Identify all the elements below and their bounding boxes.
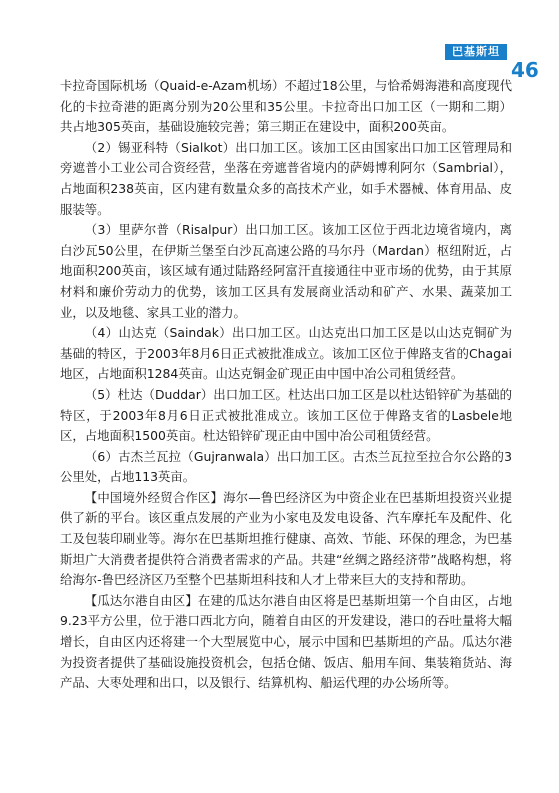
paragraph-karachi-continued: 卡拉奇国际机场（Quaid-e-Azam机场）不超过18公里，与恰希姆海港和高度现代化的卡拉奇港的距离分别为20公里和35公里。卡拉奇出口加工区（一期和二期）共占地305英亩，基础设施较完善；第三期正在建设中，面积200英亩。 [60, 78, 512, 135]
paragraph-risalpur: （3）里萨尔普（Risalpur）出口加工区。该加工区位于西北边境省境内，离白沙瓦50公里，在伊斯兰堡至白沙瓦高速公路的马尔丹（Mardan）枢纽附近，占地面积200英亩，该区域有通过陆路经阿富汗直接通往中亚市场的优势，由于其原材料和廉价劳动力的优势，该加工区具有发展商业活动和矿产、水果、蔬菜加工业，以及地毯、家具工业的潜力。 [60, 222, 512, 320]
paragraph-gujranwala: （6）古杰兰瓦拉（Gujranwala）出口加工区。古杰兰瓦拉至拉合尔公路的3公里处，占地113英亩。 [60, 448, 512, 485]
paragraph-gwadar-free-zone: 【瓜达尔港自由区】在建的瓜达尔港自由区将是巴基斯坦第一个自由区，占地9.23平方公里，位于港口西北方向，随着自由区的开发建设，港口的吞吐量将大幅增长，自由区内还将建一个大型展览中心，展示中国和巴基斯坦的产品。瓜达尔港为投资者提供了基础设施投资机会，包括仓储、饭店、船用车间、集装箱货站、海产品、大枣处理和出口，以及银行、结算机构、船运代理的办公场所等。 [60, 592, 512, 691]
paragraph-saindak: （4）山达克（Saindak）出口加工区。山达克出口加工区是以山达克铜矿为基础的特区，于2003年8月6日正式被批准成立。该加工区位于俾路支省的Chagai地区，占地面积1284英亩。山达克铜金矿现正由中国中冶公司租赁经营。 [60, 325, 512, 382]
page-number: 46 [511, 58, 539, 82]
body-text [60, 76, 512, 694]
country-section-tab: 巴基斯坦 [445, 44, 507, 60]
paragraph-sialkot: （2）锡亚科特（Sialkot）出口加工区。该加工区由国家出口加工区管理局和旁遮普小工业公司合资经营，坐落在旁遮普省境内的萨姆博利阿尔（Sambrial），占地面积238英亩，区内建有数量众多的高技术产业，如手术器械、体育用品、皮服装等。 [60, 139, 512, 217]
paragraph-haier-ruba-zone: 【中国境外经贸合作区】海尔—鲁巴经济区为中资企业在巴基斯坦投资兴业提供了新的平台。该区重点发展的产业为小家电及发电设备、汽车摩托车及配件、化工及包装印刷业等。海尔在巴基斯坦推行健康、高效、节能、环保的理念，为巴基斯坦广大消费者提供符合消费者需求的产品。共建“丝绸之路经济带”战略构想，将给海尔-鲁巴经济区乃至整个巴基斯坦科技和人才上带来巨大的支持和帮助。 [60, 489, 512, 588]
paragraph-duddar: （5）杜达（Duddar）出口加工区。杜达出口加工区是以杜达铅锌矿为基础的特区，于2003年8月6日正式被批准成立。该加工区位于俾路支省的Lasbele地区，占地面积1500英亩。杜达铅锌矿现正由中国中冶公司租赁经营。 [60, 386, 512, 444]
